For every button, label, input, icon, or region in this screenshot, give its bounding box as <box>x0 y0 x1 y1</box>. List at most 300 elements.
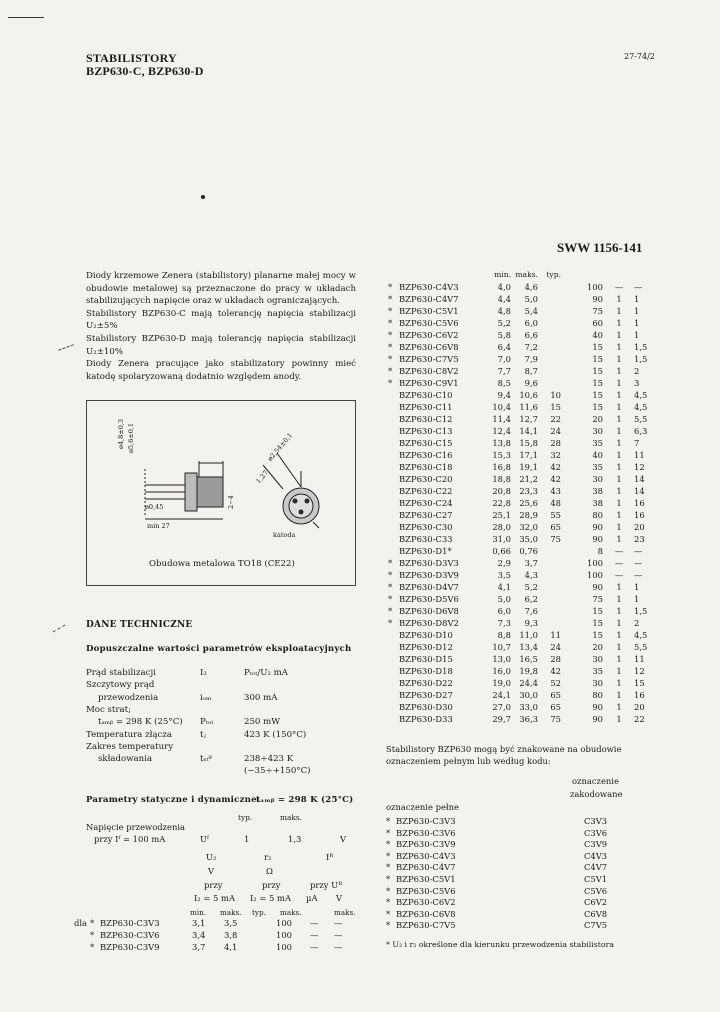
ir-max: 1 <box>616 690 622 700</box>
full-designation: BZP630-C6V2 <box>396 897 456 908</box>
rz-typ: 28 <box>550 438 561 448</box>
rz-typ: 65 <box>550 702 561 712</box>
ir-max: — <box>310 942 319 952</box>
ur-value: 1,5 <box>634 354 648 364</box>
coded-designation: C3V6 <box>584 827 608 838</box>
ir-max: 1 <box>616 414 622 424</box>
uz-min: 31,0 <box>492 534 511 544</box>
rz-max: 15 <box>592 366 603 376</box>
ir-max: — <box>614 570 624 580</box>
rz-typ: 22 <box>550 414 561 424</box>
uz-max: 16,5 <box>519 654 538 664</box>
uz-min: 28,0 <box>492 522 511 532</box>
full-designation: BZP630-C5V1 <box>396 874 456 884</box>
limits-row <box>86 668 356 680</box>
uz-min: 6,4 <box>497 342 511 352</box>
ir-max: 1 <box>616 666 622 676</box>
limit-value: 300 mA <box>244 692 278 703</box>
coded-designation: C5V6 <box>584 885 608 896</box>
asterisk-mark: * <box>388 282 393 292</box>
uz-max: 13,4 <box>519 642 538 652</box>
rz-typ: 65 <box>550 690 561 700</box>
rz-max: 90 <box>592 582 603 592</box>
uz-min: 7,3 <box>497 618 511 628</box>
ur-value: 15 <box>634 678 645 688</box>
ir-max: 1 <box>616 522 622 532</box>
ur-value: 6,3 <box>634 426 648 436</box>
uz-min: 8,5 <box>497 378 511 388</box>
rz-max: 15 <box>592 354 603 364</box>
type-name: BZP630-D3V9 <box>399 570 459 580</box>
type-name: BZP630-C33 <box>399 534 453 544</box>
asterisk-mark: * <box>388 354 393 364</box>
ir-max: 1 <box>616 510 622 520</box>
asterisk-mark: * <box>386 816 391 826</box>
asterisk-mark: * <box>388 294 393 304</box>
type-name: BZP630-C18 <box>399 462 453 472</box>
rz-max: 90 <box>592 522 603 532</box>
type-name: BZP630-C9V1 <box>399 378 459 388</box>
ur-value: 1,5 <box>634 606 648 616</box>
sub-max: maks. <box>280 908 302 917</box>
main-table <box>388 270 688 740</box>
marking-row <box>386 909 686 921</box>
hdr-przy: przy <box>262 880 281 890</box>
rz-max: 15 <box>592 618 603 628</box>
uz-min: 22,8 <box>492 498 511 508</box>
type-name: BZP630-C13 <box>399 426 453 436</box>
rz-max: 100 <box>587 558 603 568</box>
ur-value: 1 <box>634 594 640 604</box>
coded-designation: C4V7 <box>584 862 608 873</box>
marking-row <box>386 862 686 874</box>
uz-max: 7,2 <box>524 342 538 352</box>
rz-typ: 24 <box>550 642 561 652</box>
limits-row <box>86 705 356 717</box>
uz-min: 4,0 <box>497 282 511 292</box>
limit-label: Zakres temperatury <box>86 741 174 752</box>
uz-max: 28,9 <box>519 510 538 520</box>
limit-label: przewodzenia <box>98 692 159 703</box>
asterisk-mark: * <box>388 582 393 592</box>
uz-min: 29,7 <box>492 714 511 724</box>
uz-min: 0,66 <box>492 546 511 556</box>
uz-max: 4,1 <box>224 942 238 952</box>
type-name: BZP630-C4V3 <box>399 282 459 292</box>
type-name: BZP630-D33 <box>399 714 453 724</box>
uz-max: 4,6 <box>524 282 538 292</box>
ir-max: 1 <box>616 402 622 412</box>
rz-typ: 65 <box>550 522 561 532</box>
rz-max: 60 <box>592 318 603 328</box>
ir-max: 1 <box>616 474 622 484</box>
asterisk-mark: * <box>386 920 391 931</box>
hdr-v: V <box>336 893 343 903</box>
uz-max: 19,8 <box>519 666 538 676</box>
uz-min: 13,8 <box>492 438 511 448</box>
rz-max: 80 <box>592 510 603 520</box>
ir-max: — <box>614 546 624 556</box>
limit-label: Temperatura złącza <box>86 729 172 740</box>
uz-min: 10,7 <box>492 642 511 652</box>
table-row <box>90 930 360 942</box>
marking-row <box>386 897 686 909</box>
ir-max: 1 <box>616 642 622 652</box>
col-code-header: oznaczenie <box>572 776 619 786</box>
ur-value: 1 <box>634 330 640 340</box>
ur-value: 20 <box>634 522 645 532</box>
rz-max: 15 <box>592 378 603 388</box>
rz-max: 20 <box>592 414 603 424</box>
rz-max: 38 <box>592 486 603 496</box>
asterisk-mark: * <box>90 918 95 928</box>
uz-min: 5,0 <box>497 594 511 604</box>
ir-max: 1 <box>616 618 622 628</box>
ir-max: 1 <box>616 306 622 316</box>
dim-label: ø2,54±0,1 <box>266 431 295 463</box>
rz-max: 30 <box>592 474 603 484</box>
ir-max: 1 <box>616 462 622 472</box>
coded-designation: C7V5 <box>584 920 608 931</box>
uz-max: 7,6 <box>524 606 538 616</box>
type-name: BZP630-D12 <box>399 642 453 652</box>
rz-typ: 28 <box>550 654 561 664</box>
asterisk-mark: * <box>388 330 393 340</box>
ur-value: — <box>634 546 643 556</box>
limit-value: Pₜₒₜ/U₂ mA <box>244 668 289 678</box>
hdr-ir: Iᴿ <box>326 852 334 862</box>
rz-max: 8 <box>597 546 603 556</box>
limits-row <box>86 742 356 754</box>
limit-symbol: I₂ <box>200 668 207 678</box>
full-designation: BZP630-C5V6 <box>396 885 456 896</box>
asterisk-mark: * <box>386 850 391 861</box>
uz-max: 35,0 <box>519 534 538 544</box>
coded-designation: C6V8 <box>584 908 608 919</box>
type-name: BZP630-C4V7 <box>399 294 459 304</box>
ir-max: 1 <box>616 678 622 688</box>
uz-min: 8,8 <box>497 630 511 640</box>
vf-label: Napięcie przewodzenia <box>86 822 186 832</box>
rz-max: 38 <box>592 498 603 508</box>
type-name: BZP630-C5V6 <box>399 318 459 328</box>
asterisk-mark: * <box>388 306 393 316</box>
dim-label: katoda <box>273 531 296 539</box>
footnote: * U₂ i r₂ określone dla kierunku przewodzenia stabilistora <box>386 940 614 949</box>
ur-value: 22 <box>634 714 645 724</box>
uz-min: 20,8 <box>492 486 511 496</box>
rz-max: 35 <box>592 438 603 448</box>
marking-intro: oznaczeniem pełnym lub według kodu: <box>386 756 551 766</box>
ur-value: 12 <box>634 666 645 676</box>
section-subheading: Dopuszczalne wartości parametrów eksploatacyjnych <box>86 644 352 654</box>
rz-typ: 10 <box>550 390 561 400</box>
uz-min: 7,7 <box>497 366 511 376</box>
uz-max: 3,8 <box>224 930 238 940</box>
ur-value: 4,5 <box>634 402 648 412</box>
coded-designation: C6V2 <box>584 897 608 908</box>
asterisk-mark: * <box>386 862 391 873</box>
uz-max: 7,9 <box>524 354 538 364</box>
rz-max: 30 <box>592 426 603 436</box>
ur-value: 11 <box>634 654 645 664</box>
uz-max: 10,6 <box>519 390 538 400</box>
ir-max: 1 <box>616 390 622 400</box>
asterisk-mark: * <box>388 594 393 604</box>
params-heading: Parametry statyczne i dynamiczne: <box>86 795 261 805</box>
uz-min: 12,4 <box>492 426 511 436</box>
type-name: BZP630-C16 <box>399 450 453 460</box>
rz-max: 90 <box>592 534 603 544</box>
margin-mark <box>53 625 66 633</box>
coded-designation: C4V3 <box>584 850 608 861</box>
can-body-shape <box>197 477 223 507</box>
uz-max: 3,5 <box>224 918 238 928</box>
asterisk-mark: * <box>386 839 391 850</box>
limit-symbol: tₛₜᵍ <box>200 754 212 765</box>
ur-value: 4,5 <box>634 630 648 640</box>
uz-max: 6,2 <box>524 594 538 604</box>
limit-label: Prąd stabilizacji <box>86 668 156 678</box>
type-name: BZP630-C22 <box>399 486 453 496</box>
coded-designation: C3V9 <box>584 839 608 850</box>
rz-max: 15 <box>592 342 603 352</box>
limits-row <box>86 766 356 778</box>
hdr-przy-ur: przy Uᴿ <box>310 880 343 890</box>
col-min-header: min. <box>494 270 511 279</box>
type-name: BZP630-C3V6 <box>100 930 160 940</box>
full-designation: BZP630-C3V9 <box>396 839 456 850</box>
ur-value: 1 <box>634 306 640 316</box>
ur-value: 11 <box>634 450 645 460</box>
rz-max: 90 <box>592 714 603 724</box>
dim-label: min 27 <box>147 522 170 530</box>
uz-max: 6,0 <box>524 318 538 328</box>
ir-max: — <box>310 930 319 940</box>
vf-max: 1,3 <box>288 834 302 844</box>
rz-max: 30 <box>592 654 603 664</box>
asterisk-mark: * <box>388 366 393 376</box>
description-paragraph: Diody krzemowe Zenera (stabilistory) planarne małej mocy w obudowie metalowej są przeznaczone do pracy w układach stabilizujących napięcie oraz w układach ograniczających. <box>86 271 356 307</box>
uz-max: 15,8 <box>519 438 538 448</box>
uz-min: 15,3 <box>492 450 511 460</box>
rz-max: 90 <box>592 294 603 304</box>
uz-min: 5,8 <box>497 330 511 340</box>
description <box>86 270 356 383</box>
uz-min: 18,8 <box>492 474 511 484</box>
uz-max: 3,7 <box>524 558 538 568</box>
ir-max: 1 <box>616 378 622 388</box>
description-paragraph: Stabilistory BZP630-C mają tolerancję napięcia stabilizacji U₂±5% <box>86 308 356 332</box>
limit-label: składowania <box>98 754 153 765</box>
asterisk-mark: * <box>388 342 393 352</box>
ur-value: 5,5 <box>634 642 648 652</box>
rz-typ: 42 <box>550 666 561 676</box>
uz-max: 9,6 <box>524 378 538 388</box>
section-heading: DANE TECHNICZNE <box>86 620 193 630</box>
col-typ-label: typ. <box>238 813 253 822</box>
uz-min: 4,1 <box>497 582 511 592</box>
limits-table <box>86 668 356 788</box>
limits-row <box>86 717 356 729</box>
rz-typ: 100 <box>276 930 292 940</box>
uz-min: 3,5 <box>497 570 511 580</box>
uz-min: 16,0 <box>492 666 511 676</box>
rz-max: 40 <box>592 450 603 460</box>
ir-max: 1 <box>616 702 622 712</box>
full-designation: BZP630-C7V5 <box>396 920 456 931</box>
uz-min: 13,0 <box>492 654 511 664</box>
type-name: BZP630-D6V8 <box>399 606 459 616</box>
rz-typ: 24 <box>550 426 561 436</box>
top-left-rule <box>8 17 44 18</box>
limit-label: tₐₘᵦ = 298 K (25°C) <box>98 717 183 728</box>
rz-typ: 42 <box>550 474 561 484</box>
sub-typ: typ. <box>252 908 266 917</box>
ur-value: 16 <box>634 510 645 520</box>
uz-min: 25,1 <box>492 510 511 520</box>
ur-value: — <box>334 918 343 928</box>
vf-unit: V <box>340 834 347 844</box>
rz-typ: 15 <box>550 402 561 412</box>
type-name: BZP630-C12 <box>399 414 453 424</box>
uz-max: 6,6 <box>524 330 538 340</box>
ur-value: 23 <box>634 534 645 544</box>
marking-row <box>386 828 686 840</box>
type-name: BZP630-C30 <box>399 522 453 532</box>
uz-max: 23,3 <box>519 486 538 496</box>
uz-max: 5,0 <box>524 294 538 304</box>
full-designation: BZP630-C3V6 <box>396 827 456 838</box>
limits-row <box>86 680 356 692</box>
rz-max: 20 <box>592 642 603 652</box>
uz-max: 32,0 <box>519 522 538 532</box>
rz-typ: 100 <box>276 942 292 952</box>
uz-min: 6,0 <box>497 606 511 616</box>
type-name: BZP630-D30 <box>399 702 453 712</box>
limit-value: (−35÷+150°C) <box>244 766 311 777</box>
params-table <box>90 918 360 958</box>
type-name: BZP630-C3V3 <box>100 918 160 928</box>
rz-typ: 32 <box>550 450 561 460</box>
uz-max: 5,4 <box>524 306 538 316</box>
uz-min: 9,4 <box>497 390 511 400</box>
ir-max: 1 <box>616 426 622 436</box>
uz-min: 27,0 <box>492 702 511 712</box>
rz-max: 100 <box>587 570 603 580</box>
type-name: BZP630-D18 <box>399 666 453 676</box>
rz-max: 30 <box>592 678 603 688</box>
ur-value: 2 <box>634 618 640 628</box>
limits-row <box>86 754 356 766</box>
uz-max: 36,3 <box>519 714 538 724</box>
limit-value: 250 mW <box>244 717 281 728</box>
uz-min: 3,4 <box>192 930 206 940</box>
flange-shape <box>185 473 197 511</box>
ur-value: 1 <box>634 582 640 592</box>
ur-value: — <box>634 570 643 580</box>
hdr-ua: µA <box>306 893 318 903</box>
ur-value: — <box>334 930 343 940</box>
vf-symbol: Uᶠ <box>200 834 209 844</box>
asterisk-mark: * <box>388 606 393 616</box>
marking-row <box>386 874 686 886</box>
type-name: BZP630-D22 <box>399 678 453 688</box>
asterisk-mark: * <box>386 885 391 896</box>
uz-max: 19,1 <box>519 462 538 472</box>
sub-min: min. <box>190 908 207 917</box>
type-name: BZP630-D1* <box>399 546 452 556</box>
dim-label: 2−4 <box>227 495 235 509</box>
asterisk-mark: * <box>386 874 391 884</box>
limits-row <box>86 693 356 705</box>
rz-max: 15 <box>592 606 603 616</box>
limit-value: 423 K (150°C) <box>244 729 307 740</box>
ir-max: 1 <box>616 534 622 544</box>
marking-row <box>386 851 686 863</box>
asterisk-mark: * <box>388 570 393 580</box>
type-name: BZP630-C27 <box>399 510 453 520</box>
asterisk-mark: * <box>388 618 393 628</box>
asterisk-mark: * <box>386 897 391 908</box>
ur-value: 4,5 <box>634 390 648 400</box>
type-name: BZP630-C20 <box>399 474 453 484</box>
table-row <box>90 942 360 954</box>
uz-max: 30,0 <box>519 690 538 700</box>
type-name: BZP630-C6V8 <box>399 342 459 352</box>
uz-max: 5,2 <box>524 582 538 592</box>
uz-min: 7,0 <box>497 354 511 364</box>
rz-typ: 43 <box>550 486 561 496</box>
sub-max: maks. <box>334 908 356 917</box>
dim-label: ø0,45 <box>145 503 164 511</box>
ir-max: 1 <box>616 342 622 352</box>
uz-max: 25,6 <box>519 498 538 508</box>
uz-max: 11,6 <box>519 402 538 412</box>
asterisk-mark: * <box>388 378 393 388</box>
marking-intro: Stabilistory BZP630 mogą być znakowane na obudowie <box>386 744 622 754</box>
ur-value: 5,5 <box>634 414 648 424</box>
type-name: BZP630-C15 <box>399 438 453 448</box>
full-designation: BZP630-C3V3 <box>396 816 456 826</box>
marking-row <box>386 816 686 828</box>
limit-label: Szczytowy prąd <box>86 680 155 691</box>
uz-min: 3,7 <box>192 942 206 952</box>
marking-row <box>386 886 686 898</box>
type-name: BZP630-C3V9 <box>100 942 160 952</box>
dim-label: ø4,8±0,3 <box>117 418 125 449</box>
uz-min: 2,9 <box>497 558 511 568</box>
params-heading-condition: tₐₘᵦ = 298 K (25°C) <box>256 795 354 805</box>
ir-max: 1 <box>616 318 622 328</box>
ir-max: — <box>310 918 319 928</box>
rz-typ: 42 <box>550 462 561 472</box>
ur-value: 12 <box>634 462 645 472</box>
ir-max: 1 <box>616 438 622 448</box>
uz-min: 11,4 <box>492 414 511 424</box>
doc-title-line2: BZP630-C, BZP630-D <box>86 64 204 78</box>
rz-max: 90 <box>592 702 603 712</box>
rz-typ: 75 <box>550 534 561 544</box>
hdr-uz-unit: V <box>208 866 215 876</box>
rz-max: 35 <box>592 462 603 472</box>
asterisk-mark: * <box>90 942 95 952</box>
uz-max: 11,0 <box>519 630 538 640</box>
ir-max: 1 <box>616 630 622 640</box>
coded-designation: C5V1 <box>584 874 608 884</box>
ir-max: 1 <box>616 582 622 592</box>
dim-label: 1,27 <box>254 468 270 486</box>
